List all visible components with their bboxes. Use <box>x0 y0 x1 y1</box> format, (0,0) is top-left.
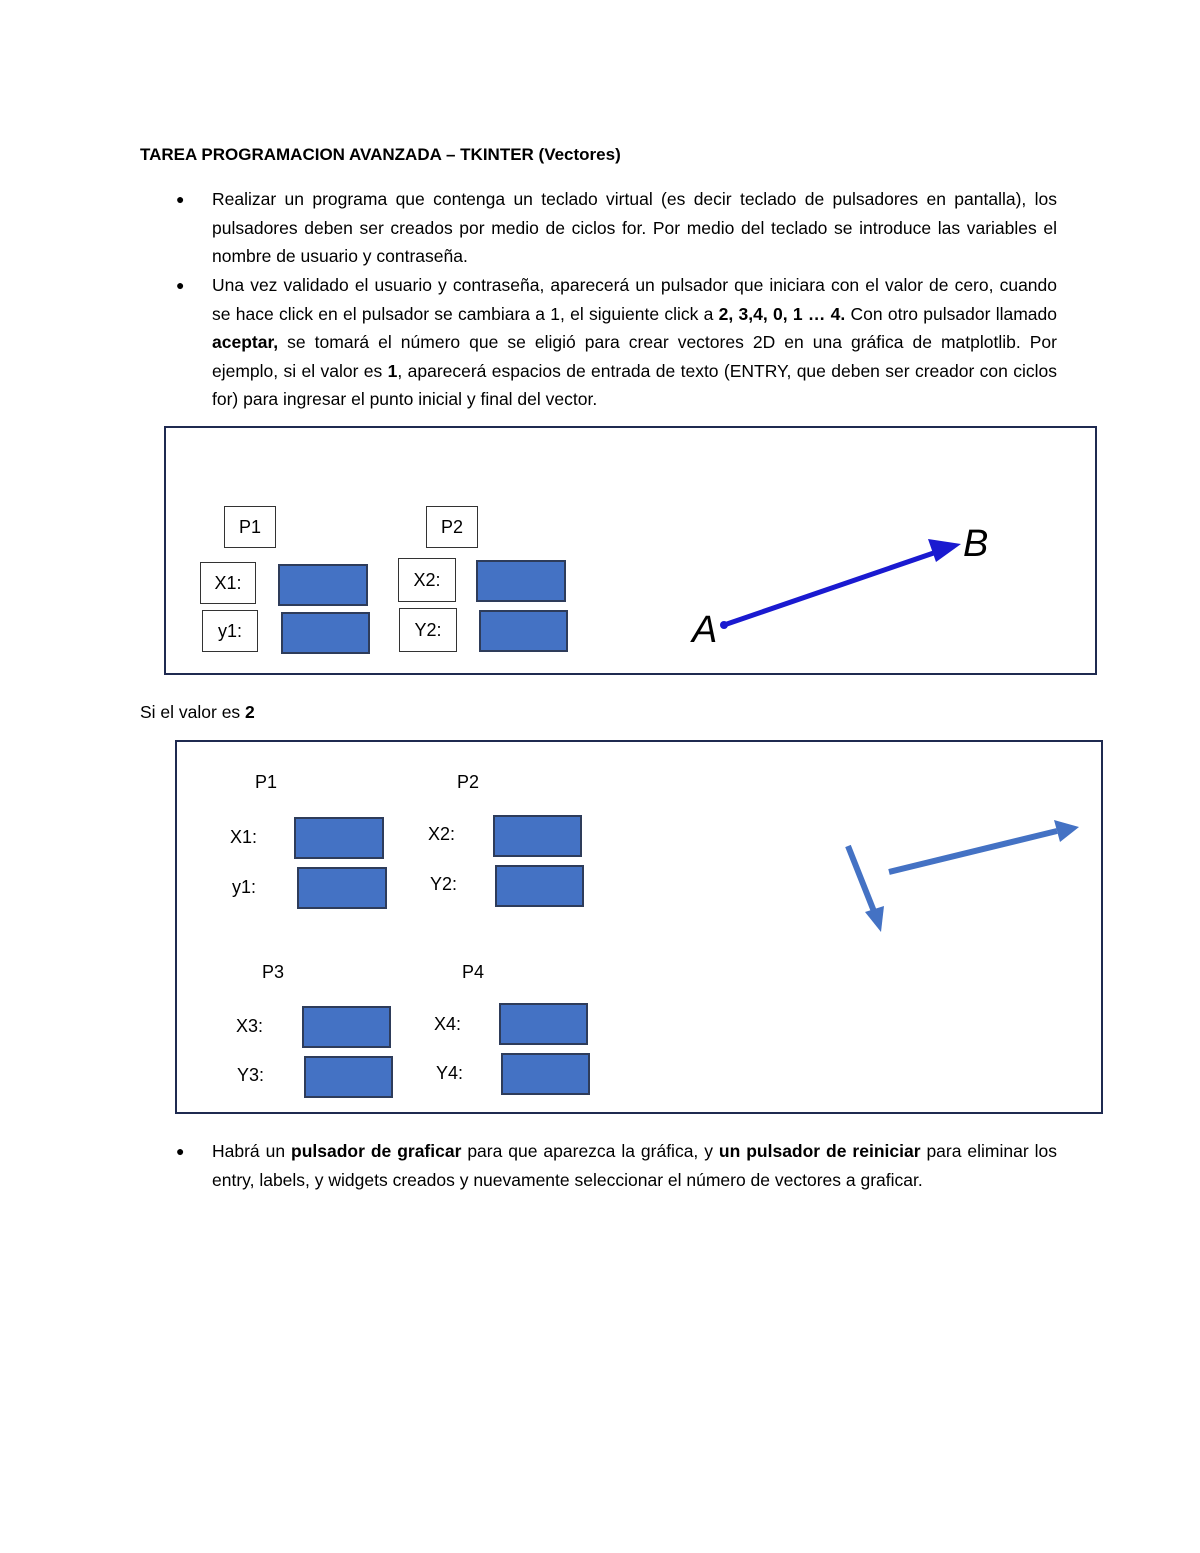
page-title: TAREA PROGRAMACION AVANZADA – TKINTER (Vectores) <box>140 145 621 164</box>
bullet-text: Una vez validado el usuario y contraseña, aparecerá un pulsador que iniciara con el valor de cero, cuando se hace click en el pulsador se cambiara a 1, el siguiente click a 2, 3,4, 0, 1 … 4. Con otro pulsador llamado aceptar, se tomará el número que se eligió para crear vectores 2D en una gráfica de matplotlib. Por ejemplo, si el valor es 1, aparecerá espacios de entrada de texto (ENTRY, que deben ser creador con ciclos for) para ingresar el punto inicial y final del vector. <box>212 275 1057 409</box>
point-a-dot <box>720 621 728 629</box>
vector-ab-arrow <box>724 546 954 625</box>
figure-two-vectors <box>175 740 1103 1114</box>
point-a-label: A <box>692 609 718 651</box>
label-x1: X1: <box>230 827 258 847</box>
bullet-item-3 <box>140 1137 1057 1194</box>
label-x1: X1: <box>200 562 256 604</box>
label-p2: P2 <box>457 772 480 792</box>
arrowhead-icon <box>865 906 884 932</box>
arrowhead-icon <box>928 539 961 562</box>
label-x2: X2: <box>428 824 456 844</box>
bullet-dot-icon: ● <box>176 277 185 293</box>
label-p3: P3 <box>262 962 285 982</box>
label-y4: Y4: <box>436 1063 464 1083</box>
bullet-item-2 <box>140 271 1057 414</box>
label-p4: P4 <box>462 962 485 982</box>
label-y2: Y2: <box>399 608 457 652</box>
label-p1: P1 <box>255 772 278 792</box>
label-x4: X4: <box>434 1014 462 1034</box>
figure-one-vector <box>164 426 1097 675</box>
vector-arrow-2 <box>848 846 875 914</box>
label-y2: Y2: <box>430 874 458 894</box>
label-x2: X2: <box>398 558 456 602</box>
value-two-caption: Si el valor es 2 <box>140 702 255 722</box>
arrowhead-icon <box>1054 820 1079 842</box>
label-x3: X3: <box>236 1016 264 1036</box>
bullet-item-1 <box>140 185 1057 271</box>
bullet-text: Realizar un programa que contenga un teclado virtual (es decir teclado de pulsadores en pantalla), los pulsadores deben ser creados por medio de ciclos for. Por medio del teclado se introduce las variables el nombre de usuario y contraseña. <box>212 189 1057 266</box>
bullet-text: Habrá un pulsador de graficar para que aparezca la gráfica, y un pulsador de reiniciar para eliminar los entry, labels, y widgets creados y nuevamente seleccionar el número de vectores a graficar. <box>212 1141 1057 1190</box>
label-y1: y1: <box>232 877 257 897</box>
bullet-dot-icon: ● <box>176 1143 185 1159</box>
label-p1: P1 <box>224 506 276 548</box>
label-y1: y1: <box>202 610 258 652</box>
label-y3: Y3: <box>237 1065 265 1085</box>
bullet-dot-icon: ● <box>176 191 185 207</box>
label-p2: P2 <box>426 506 478 548</box>
point-b-label: B <box>963 523 989 565</box>
two-vectors-diagram <box>177 742 1105 1116</box>
vector-arrow-1 <box>889 831 1057 872</box>
vector-ab-diagram <box>166 428 1099 677</box>
